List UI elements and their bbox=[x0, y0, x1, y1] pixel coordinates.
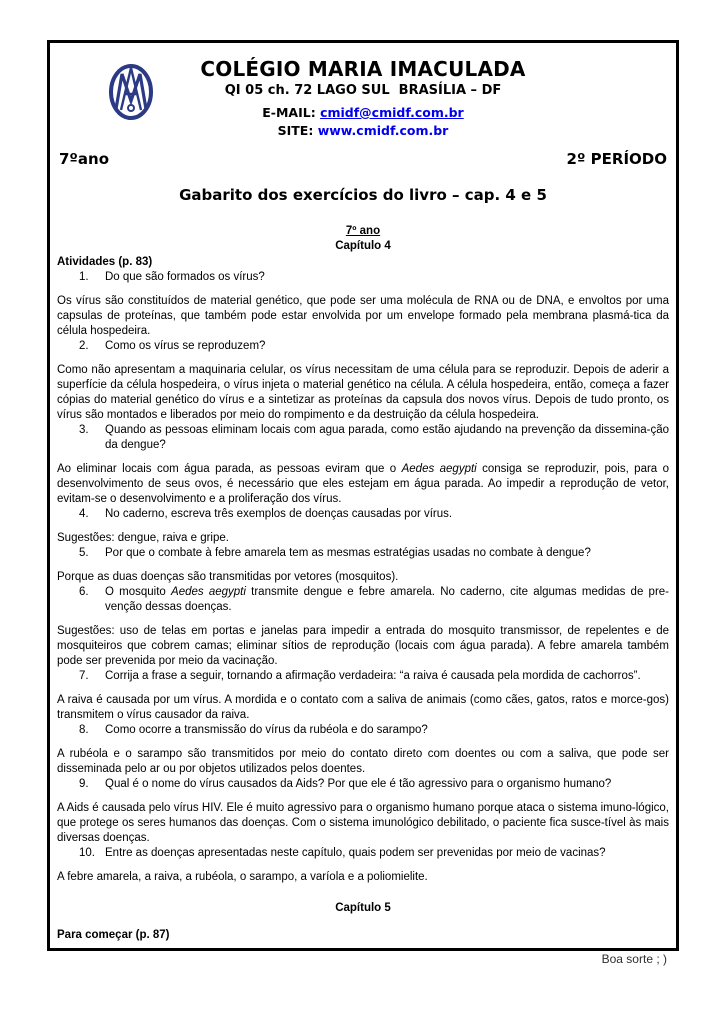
question-number: 2. bbox=[79, 340, 89, 352]
grade-label: 7ºano bbox=[59, 150, 110, 168]
school-header bbox=[57, 57, 669, 138]
question-row bbox=[57, 777, 669, 792]
text-segment: consiga se reproduzir, pois, para o desenvolvimento de seus ovos, é necessário que eles estejam em água parada. Ao impedir a reprodução de vetor, evitam-se o desenvolvimento e a proliferação dos vírus. bbox=[57, 463, 669, 505]
qa-list bbox=[57, 270, 669, 885]
question-number: 6. bbox=[79, 586, 89, 598]
text-segment: A rubéola e o sarampo são transmitidos por meio do contato direto com doentes ou com a saliva, que pode ser disseminada pelo ar ou por objetos utilizados pelos doentes. bbox=[57, 748, 669, 775]
email-link[interactable]: cmidf@cmidf.com.br bbox=[320, 105, 464, 120]
qa-item bbox=[57, 339, 669, 423]
question-row bbox=[57, 507, 669, 522]
text-segment: Como não apresentam a maquinaria celular, os vírus necessitam de uma célula para se reproduzir. Depois de aderir a superfície da célula hospedeira, o vírus injeta o material genético na célula. A célula hospedeira, então, começa a fazer cópias do material genético do vírus e a sintetizar as proteínas da capsula dos novos vírus. Depois de tudo pronto, os vírus são montados e liberados por meio do rompimento e da destruição da célula hospedeira. bbox=[57, 364, 669, 421]
qa-item bbox=[57, 546, 669, 585]
answer-text bbox=[57, 747, 669, 777]
answer-text bbox=[57, 570, 669, 585]
qa-item bbox=[57, 423, 669, 507]
qa-item bbox=[57, 270, 669, 339]
text-segment: O mosquito bbox=[105, 586, 172, 598]
qa-item bbox=[57, 507, 669, 546]
text-segment: Porque as duas doenças são transmitidas por vetores (mosquitos). bbox=[57, 571, 399, 583]
question-row bbox=[57, 846, 669, 861]
text-segment: transmite dengue e febre amarela. No caderno, cite algumas medidas de pre-venção dessas doenças. bbox=[105, 586, 669, 613]
section-grade-heading: 7º ano bbox=[345, 225, 381, 237]
question-row bbox=[57, 339, 669, 354]
text-segment: Sugestões: uso de telas em portas e janelas para impedir a entrada do mosquito transmissor, de repelentes e de mosquiteiros que cobrem camas; eliminar sítios de reprodução (locais com água parada). A febre amarela também pode ser prevenida por meio da vacinação. bbox=[57, 625, 669, 667]
text-segment: A raiva é causada por um vírus. A mordida e o contato com a saliva de animais (como cães, gatos, ratos e morce-gos) transmitem o vírus causador da raiva. bbox=[57, 694, 669, 721]
text-segment: Como ocorre a transmissão do vírus da rubéola e do sarampo? bbox=[105, 724, 428, 736]
footer-note: Boa sorte ; ) bbox=[601, 952, 667, 966]
worksheet-border-frame bbox=[47, 40, 679, 951]
question-row bbox=[57, 585, 669, 615]
question-text bbox=[105, 585, 669, 615]
question-number: 4. bbox=[79, 508, 89, 520]
chapter5-subheading: Para começar (p. 87) bbox=[57, 929, 170, 941]
text-segment: Sugestões: dengue, raiva e gripe. bbox=[57, 532, 229, 544]
qa-item bbox=[57, 669, 669, 723]
answer-text bbox=[57, 531, 669, 546]
document-title: Gabarito dos exercícios do livro – cap. 4 e 5 bbox=[179, 186, 547, 204]
text-segment: Qual é o nome do vírus causados da Aids? Por que ele é tão agressivo para o organismo humano? bbox=[105, 778, 612, 790]
site-link[interactable]: www.cmidf.com.br bbox=[317, 123, 449, 138]
text-segment: Quando as pessoas eliminam locais com agua parada, como estão ajudando na prevenção da dissemina-ção da dengue? bbox=[105, 424, 669, 451]
question-text bbox=[105, 669, 669, 684]
text-segment: Entre as doenças apresentadas neste capítulo, quais podem ser prevenidas por meio de vacinas? bbox=[105, 847, 606, 859]
question-text bbox=[105, 507, 669, 522]
text-segment: Ao eliminar locais com água parada, as pessoas eviram que o bbox=[57, 463, 402, 475]
qa-item bbox=[57, 723, 669, 777]
site-label: SITE: bbox=[277, 123, 318, 138]
section-activities-heading: Atividades (p. 83) bbox=[57, 256, 153, 268]
question-row bbox=[57, 270, 669, 285]
question-number: 1. bbox=[79, 271, 89, 283]
question-number: 3. bbox=[79, 424, 89, 436]
text-segment: Os vírus são constituídos de material genético, que pode ser uma molécula de RNA ou de DNA, e envoltos por uma capsulas de proteínas, que também pode estar envolvida por um envelope formado pela membrana plasmá-tica da célula hospedeira. bbox=[57, 295, 669, 337]
answer-text bbox=[57, 624, 669, 669]
text-segment: A Aids é causada pelo vírus HIV. Ele é muito agressivo para o organismo humano porque ataca o sistema imuno-lógico, que protege os seres humanos das doenças. Com o sistema imunológico debilitado, o paciente fica susce-tível às mais diversas doenças. bbox=[57, 802, 669, 844]
text-segment: Por que o combate à febre amarela tem as mesmas estratégias usadas no combate à dengue? bbox=[105, 547, 591, 559]
text-segment: Corrija a frase a seguir, tornando a afirmação verdadeira: “a raiva é causada pela mordida de cachorros”. bbox=[105, 670, 641, 682]
answer-text bbox=[57, 870, 669, 885]
question-row bbox=[57, 546, 669, 561]
text-segment: A febre amarela, a raiva, a rubéola, o sarampo, a varíola e a poliomielite. bbox=[57, 871, 428, 883]
question-text bbox=[105, 339, 669, 354]
qa-item bbox=[57, 585, 669, 669]
italic-text-segment: Aedes aegypti bbox=[401, 463, 477, 475]
question-row bbox=[57, 723, 669, 738]
site-row bbox=[57, 123, 669, 138]
question-row bbox=[57, 423, 669, 453]
qa-item bbox=[57, 777, 669, 846]
question-text bbox=[105, 777, 669, 792]
question-row bbox=[57, 669, 669, 684]
question-text bbox=[105, 270, 669, 285]
text-segment: No caderno, escreva três exemplos de doenças causadas por vírus. bbox=[105, 508, 453, 520]
text-segment: Como os vírus se reproduzem? bbox=[105, 340, 266, 352]
question-number: 7. bbox=[79, 670, 89, 682]
answer-text bbox=[57, 294, 669, 339]
question-text bbox=[105, 546, 669, 561]
answer-text bbox=[57, 693, 669, 723]
italic-text-segment: Aedes aegypti bbox=[171, 586, 246, 598]
question-number: 5. bbox=[79, 547, 89, 559]
question-text bbox=[105, 846, 669, 861]
qa-item bbox=[57, 846, 669, 885]
grade-period-row bbox=[57, 150, 669, 168]
email-label: E-MAIL: bbox=[262, 105, 321, 120]
school-logo-ave-maria-monogram-icon bbox=[107, 63, 155, 121]
question-number: 9. bbox=[79, 778, 89, 790]
school-address: QI 05 ch. 72 LAGO SUL BRASÍLIA – DF bbox=[224, 83, 502, 98]
chapter5-heading: Capítulo 5 bbox=[335, 902, 391, 914]
answer-text bbox=[57, 363, 669, 423]
school-name: COLÉGIO MARIA IMACULADA bbox=[200, 57, 526, 81]
answer-text bbox=[57, 801, 669, 846]
text-segment: Do que são formados os vírus? bbox=[105, 271, 265, 283]
question-text bbox=[105, 723, 669, 738]
question-number: 10. bbox=[79, 847, 95, 859]
period-label: 2º PERÍODO bbox=[566, 150, 667, 168]
question-text bbox=[105, 423, 669, 453]
section-chapter-heading: Capítulo 4 bbox=[335, 240, 391, 252]
question-number: 8. bbox=[79, 724, 89, 736]
answer-text bbox=[57, 462, 669, 507]
